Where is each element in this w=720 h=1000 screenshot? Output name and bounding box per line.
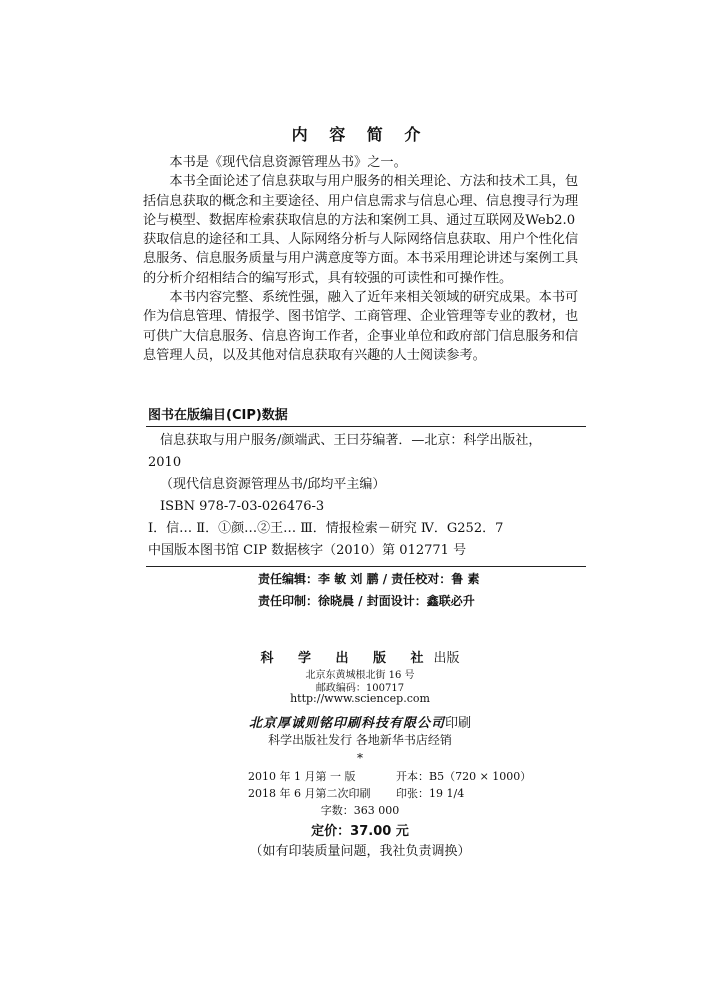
publisher-url: http://www.sciencep.com: [290, 692, 430, 705]
cip-heading: 图书在版编目(CIP)数据: [148, 408, 288, 423]
content-summary: [143, 153, 583, 365]
separator-star: *: [357, 751, 363, 765]
cip-year-line: 2010: [148, 455, 182, 470]
cip-block: [148, 430, 584, 562]
distribution-line: 科学出版社发行 各地新华书店经销: [268, 733, 452, 747]
quality-note: （如有印装质量问题，我社负责调换）: [249, 844, 471, 859]
summary-paragraph-3: 本书内容完整、系统性强，融入了近年来相关领域的研究成果。本书可作为信息管理、情报学、图书馆学、工商管理、企业管理等专业的教材，也可供广大信息服务、信息咨询工作者，企事业单位和政府部门信息服务和信息管理人员，以及其他对信息获取有兴趣的人士阅读参考。: [143, 290, 579, 363]
printer-line: [0, 712, 720, 731]
cip-bottom-rule: [146, 566, 586, 567]
cip-isbn-line: ISBN 978-7-03-026476-3: [160, 499, 325, 514]
second-printing: 2018 年 6 月第二次印刷: [248, 787, 371, 800]
printed-sheets: 印张：19 1/4: [396, 787, 465, 800]
publisher-address: 北京东黄城根北街 16 号: [305, 670, 415, 681]
publisher-line: [0, 647, 720, 666]
summary-paragraph-1: 本书是《现代信息资源管理丛书》之一。: [169, 155, 407, 170]
summary-paragraph-2: 本书全面论述了信息获取与用户服务的相关理论、方法和技术工具，包括信息获取的概念和主要途径、用户信息需求与信息心理、信息搜寻行为理论与模型、数据库检索获取信息的方法和案例工具、通过互联网及Web2.0获取信息的途径和工具、人际网络分析与人际网络信息获取、用户个性化信息服务、信息服务质量与用户满意度等方面。本书采用理论讲述与案例工具的分析介绍相结合的编写形式，具有较强的可读性和可操作性。: [143, 174, 579, 286]
credits-printing: 责任印制：徐晓晨 / 封面设计：鑫联必升: [258, 594, 475, 608]
page-title: 内 容 简 介: [291, 125, 429, 144]
cip-classification-line: Ⅰ．信… Ⅱ．①颜…②王… Ⅲ．情报检索－研究 Ⅳ．G252．7: [148, 521, 504, 536]
credits-editors: 责任编辑：李 敏 刘 鹏 / 责任校对：鲁 素: [258, 572, 480, 586]
publisher-postcode: 邮政编码：100717: [315, 683, 405, 694]
cip-title-line: 信息获取与用户服务/颜端武、王曰芬编著．—北京：科学出版社，: [160, 433, 542, 448]
cip-series-line: （现代信息资源管理丛书/邱均平主编）: [160, 477, 386, 492]
printer-name: 北京厚诚则铭印刷科技有限公司: [248, 716, 445, 731]
publisher-name: 科 学 出 版 社: [260, 651, 434, 666]
price: 定价：37.00 元: [311, 824, 409, 839]
publisher-suffix: 出版: [433, 651, 460, 666]
cip-top-rule: [146, 426, 586, 427]
first-edition: 2010 年 1 月第 一 版: [248, 770, 356, 783]
printer-suffix: 印刷: [445, 716, 472, 731]
book-format: 开本：B5（720 × 1000）: [396, 770, 532, 783]
cip-number-line: 中国版本图书馆 CIP 数据核字（2010）第 012771 号: [148, 543, 467, 558]
word-count: 字数：363 000: [320, 804, 400, 817]
